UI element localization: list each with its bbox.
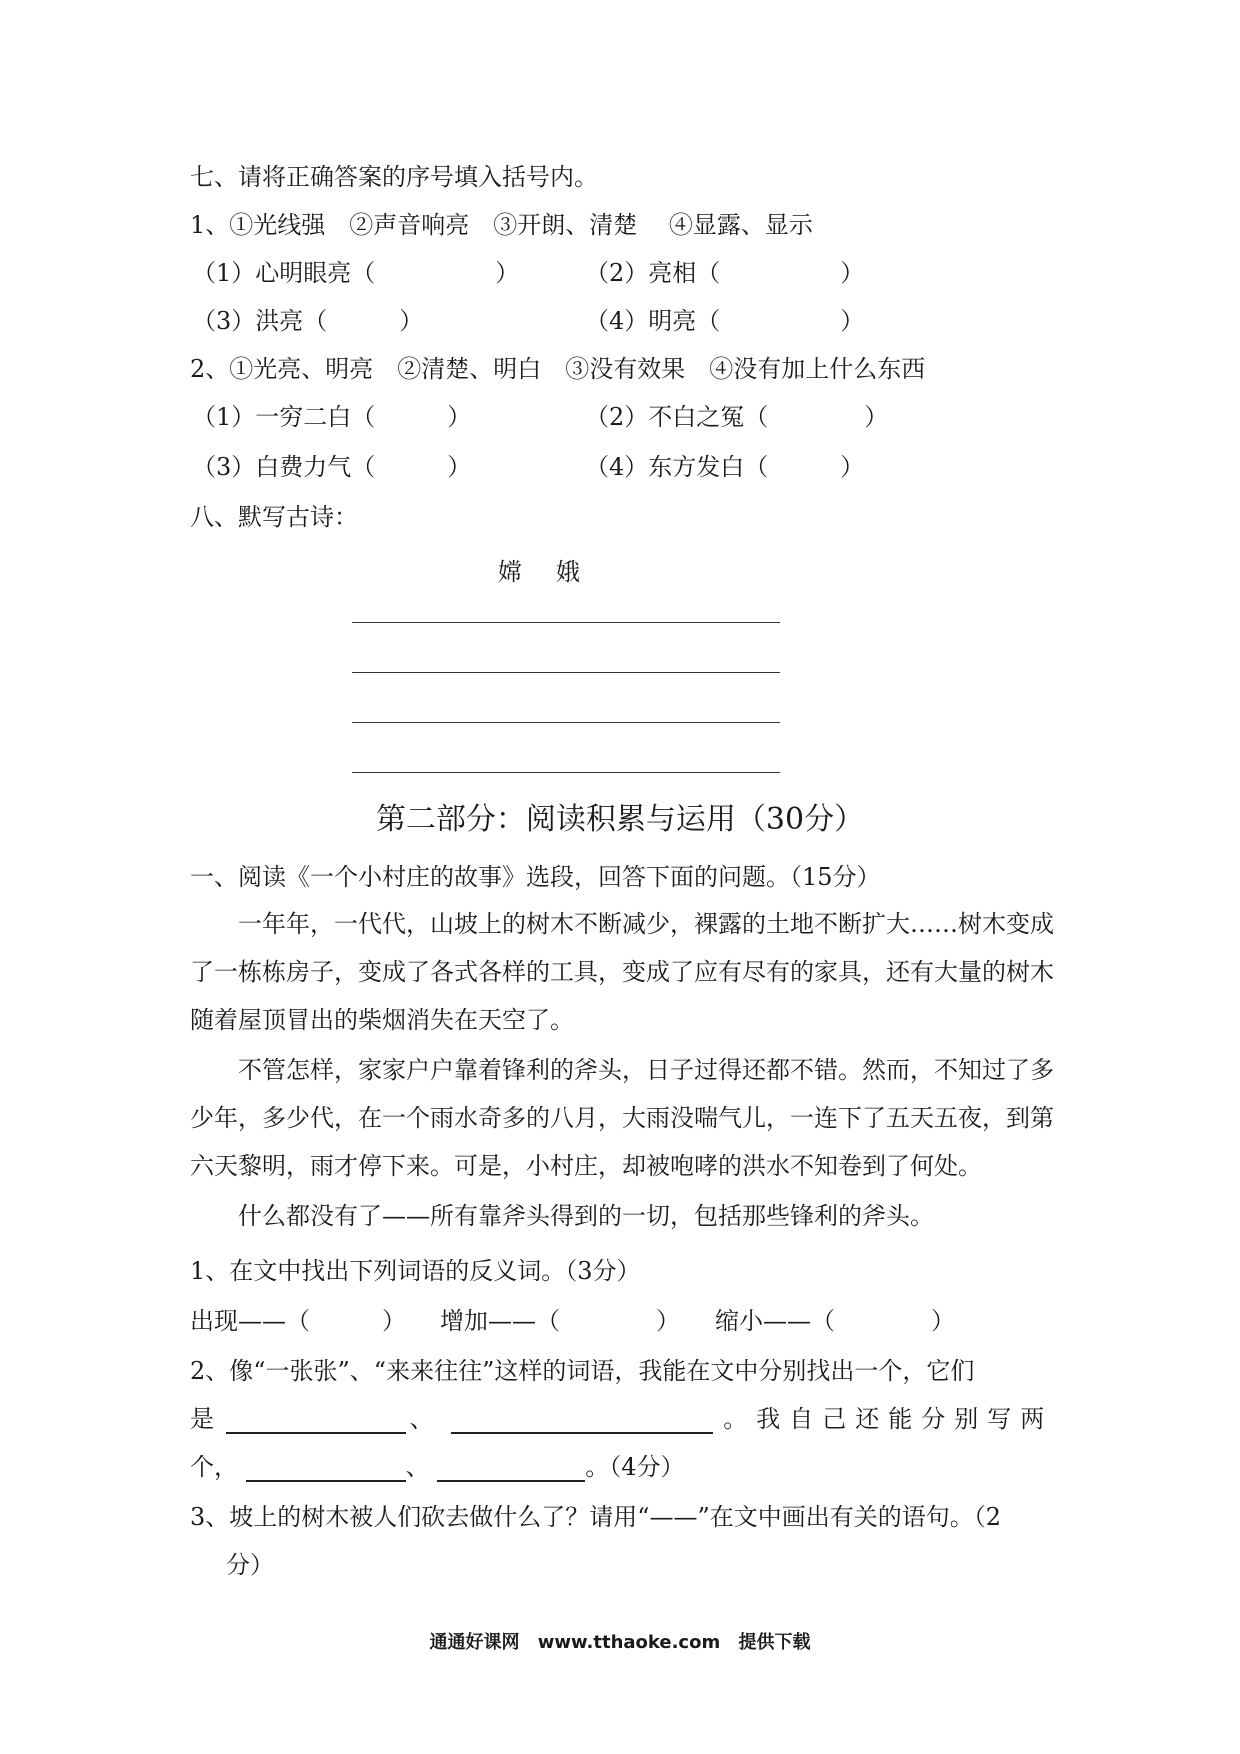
- sub1-item-1: 出现——（ ）: [190, 1307, 406, 1335]
- reading-question-heading: 一、阅读《一个小村庄的故事》选段，回答下面的问题。（15分）: [190, 863, 881, 891]
- sub1-item-2: 增加——（ ）: [440, 1307, 680, 1335]
- sub1-question: 1、在文中找出下列词语的反义词。（3分）: [190, 1257, 641, 1285]
- answer-blank[interactable]: [226, 1406, 406, 1434]
- poem-answer-line[interactable]: [352, 772, 780, 773]
- q2-item-3: （3）白费力气（ ）: [192, 453, 472, 481]
- answer-blank[interactable]: [451, 1406, 713, 1434]
- poem-title: 嫦娥: [498, 558, 614, 586]
- sub2-prefix: 个，: [190, 1453, 238, 1481]
- reading-paragraph-1: [190, 900, 1060, 1044]
- sub2-suffix: 。（4分）: [585, 1453, 685, 1481]
- footer-text: 提供下载: [738, 1632, 811, 1653]
- section7-heading: 七、请将正确答案的序号填入括号内。: [190, 163, 598, 191]
- footer-url[interactable]: www.tthaoke.com: [537, 1632, 721, 1653]
- poem-answer-line[interactable]: [352, 622, 780, 623]
- sub2-line3: [190, 1452, 685, 1482]
- q2-item-4: （4）东方发白（ ）: [585, 453, 865, 481]
- sub2-line1: 2、像“一张张”、“来来往往”这样的词语，我能在文中分别找出一个，它们: [190, 1357, 975, 1385]
- sub2-prefix: 是: [190, 1405, 214, 1433]
- q1-item-2: （2）亮相（ ）: [585, 259, 865, 287]
- paragraph-text: 什么都没有了——所有靠斧头得到的一切，包括那些锋利的斧头。: [238, 1202, 934, 1230]
- q1-item-1: （1）心明眼亮（ ）: [192, 259, 520, 287]
- q1-options: 1、①光线强 ②声音响亮 ③开朗、清楚 ④显露、显示: [190, 211, 813, 239]
- paragraph-text: 一年年，一代代，山坡上的树木不断减少，裸露的土地不断扩大……树木变成了一栋栋房子，变成了各式各样的工具，变成了应有尽有的家具，还有大量的树木随着屋顶冒出的柴烟消失在天空了。: [190, 910, 1054, 1034]
- footer-site: 通通好课网: [429, 1632, 520, 1653]
- q2-item-1: （1）一穷二白（ ）: [192, 403, 472, 431]
- q1-item-3: （3）洪亮（ ）: [192, 307, 424, 335]
- sub2-separator: 、: [409, 1405, 434, 1433]
- sub2-separator: 、: [405, 1453, 430, 1481]
- sub2-suffix: 。我自己还能分别写两: [723, 1405, 1054, 1433]
- q2-options: 2、①光亮、明亮 ②清楚、明白 ③没有效果 ④没有加上什么东西: [190, 355, 926, 383]
- poem-answer-line[interactable]: [352, 722, 780, 723]
- part2-title: 第二部分：阅读积累与运用（30分）: [375, 802, 865, 837]
- footer: [0, 1628, 1240, 1654]
- sub3-line1: 3、坡上的树木被人们砍去做什么了？请用“——”在文中画出有关的语句。（2: [190, 1503, 1002, 1531]
- sub2-line2: [190, 1404, 1053, 1434]
- q1-item-4: （4）明亮（ ）: [585, 307, 865, 335]
- sub3-line2: 分）: [226, 1551, 274, 1579]
- paragraph-text: 不管怎样，家家户户靠着锋利的斧头，日子过得还都不错。然而，不知过了多少年，多少代，在一个雨水奇多的八月，大雨没喘气儿，一连下了五天五夜，到第六天黎明，雨才停下来。可是，小村庄，却被咆哮的洪水不知卷到了何处。: [190, 1056, 1054, 1180]
- q2-item-2: （2）不白之冤（ ）: [585, 403, 889, 431]
- reading-paragraph-2: [190, 1046, 1060, 1190]
- reading-paragraph-3: [190, 1192, 1060, 1240]
- sub1-item-3: 缩小——（ ）: [715, 1307, 955, 1335]
- answer-blank[interactable]: [246, 1454, 406, 1482]
- section8-heading: 八、默写古诗：: [190, 503, 358, 531]
- answer-blank[interactable]: [437, 1454, 585, 1482]
- poem-answer-line[interactable]: [352, 672, 780, 673]
